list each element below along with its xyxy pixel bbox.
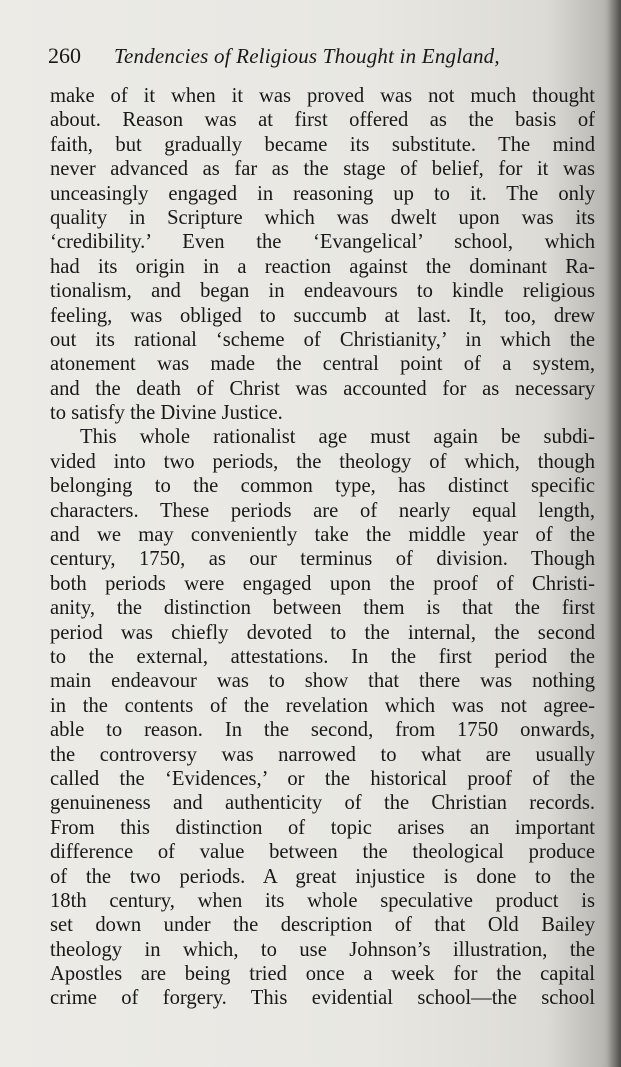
text-line: difference of value between the theological produce bbox=[50, 841, 595, 864]
text-line: characters. These periods are of nearly equal length, bbox=[50, 499, 595, 522]
page-edge-shadow bbox=[607, 0, 621, 1067]
text-line: set down under the description of that Old Bailey bbox=[50, 914, 595, 937]
text-line: From this distinction of topic arises an important bbox=[50, 816, 595, 839]
text-line: the controversy was narrowed to what are usually bbox=[50, 743, 595, 766]
text-line: about. Reason was at first offered as the basis of bbox=[50, 109, 595, 132]
text-line: vided into two periods, the theology of which, though bbox=[50, 450, 595, 473]
text-line: to the external, attestations. In the first period the bbox=[50, 645, 595, 668]
text-line: anity, the distinction between them is that the first bbox=[50, 597, 595, 620]
text-line: genuineness and authenticity of the Christian records. bbox=[50, 792, 595, 815]
text-line: theology in which, to use Johnson’s illustration, the bbox=[50, 938, 595, 961]
text-line: atonement was made the central point of a system, bbox=[50, 353, 595, 376]
text-line: make of it when it was proved was not much thought bbox=[50, 85, 595, 107]
text-line: both periods were engaged upon the proof of Christi- bbox=[50, 572, 595, 595]
text-line: This whole rationalist age must again be subdi- bbox=[80, 426, 595, 449]
text-line: crime of forgery. This evidential school—the school bbox=[50, 987, 595, 1010]
body-text bbox=[50, 84, 595, 1011]
text-line: never advanced as far as the stage of belief, for it was bbox=[50, 158, 595, 181]
text-line: called the ‘Evidences,’ or the historical proof of the bbox=[50, 767, 595, 790]
text-line: and we may conveniently take the middle year of the bbox=[50, 524, 595, 547]
text-line: 18th century, when its whole speculative product is bbox=[50, 889, 595, 912]
text-line: Apostles are being tried once a week for the capital bbox=[50, 963, 595, 986]
text-line: able to reason. In the second, from 1750 onwards, bbox=[50, 719, 595, 742]
text-line: century, 1750, as our terminus of division. Though bbox=[50, 548, 595, 571]
text-line: feeling, was obliged to succumb at last. It, too, drew bbox=[50, 304, 595, 327]
text-line: of the two periods. A great injustice is done to the bbox=[50, 865, 595, 888]
page-number: 260 bbox=[48, 43, 81, 68]
text-line: tionalism, and began in endeavours to kindle religious bbox=[50, 280, 595, 303]
text-line: main endeavour was to show that there was nothing bbox=[50, 670, 595, 693]
text-line: ‘credibility.’ Even the ‘Evangelical’ school, which bbox=[50, 231, 595, 254]
text-line: to satisfy the Divine Justice. bbox=[50, 402, 283, 425]
text-line: out its rational ‘scheme of Christianity,’ in which the bbox=[50, 328, 595, 351]
text-line: faith, but gradually became its substitute. The mind bbox=[50, 133, 595, 156]
paragraph-2 bbox=[50, 425, 595, 1010]
text-line: had its origin in a reaction against the dominant Ra- bbox=[50, 255, 595, 278]
text-line: and the death of Christ was accounted for as necessary bbox=[50, 377, 595, 400]
text-line: period was chiefly devoted to the internal, the second bbox=[50, 621, 595, 644]
paragraph-1 bbox=[50, 84, 595, 425]
text-line: belonging to the common type, has distinct specific bbox=[50, 475, 595, 498]
text-line: quality in Scripture which was dwelt upon was its bbox=[50, 206, 595, 229]
running-title: Tendencies of Religious Thought in England, bbox=[114, 44, 500, 68]
text-line: unceasingly engaged in reasoning up to it. The only bbox=[50, 182, 595, 205]
running-head bbox=[48, 40, 593, 72]
text-line: in the contents of the revelation which was not agree- bbox=[50, 694, 595, 717]
